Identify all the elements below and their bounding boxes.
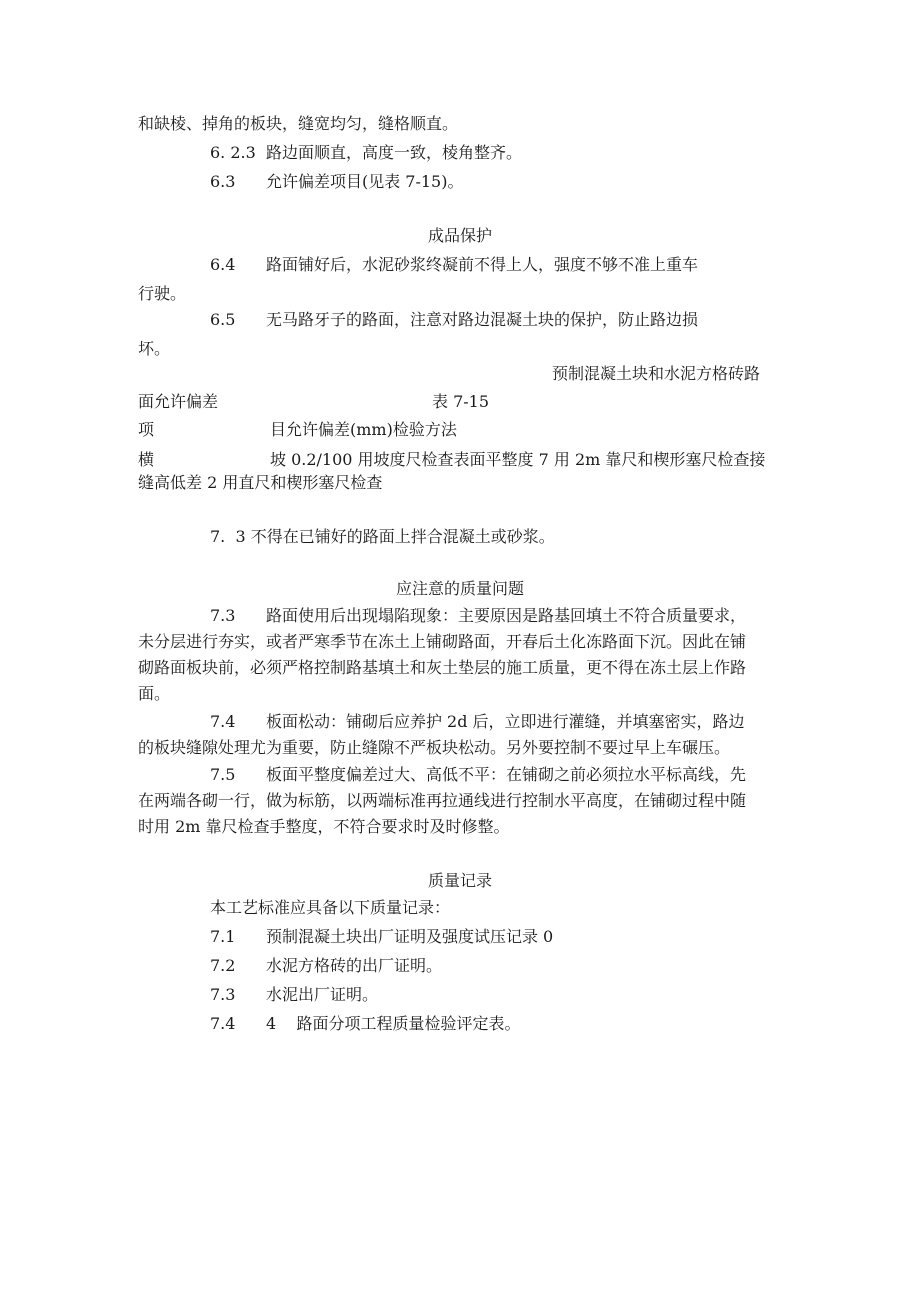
record-7-2: 7.2 水泥方格砖的出厂证明。 [210, 956, 442, 975]
clause-7-3-line3: 砌路面板块前，必须严格控制路基填土和灰土垫层的施工质量，更不得在冻土层上作路 [138, 658, 747, 677]
table-title-continuation: 面允许偏差 [138, 392, 219, 411]
clause-7-4: 7.4 板面松动：铺砌后应养护 2d 后，立即进行灌缝，并填塞密实，路边 [210, 712, 745, 731]
clause-7-3-note: 7. 3 不得在已铺好的路面上拌合混凝土或砂浆。 [210, 527, 555, 546]
clause-7-3: 7.3 路面使用后出现塌陷现象：主要原因是路基回填土不符合质量要求， [210, 606, 746, 625]
clause-6-5: 6.5 无马路牙子的路面，注意对路边混凝土块的保护，防止路边损 [210, 310, 698, 329]
clause-7-5-line3: 时用 2m 靠尺检查手整度，不符合要求时及时修整。 [138, 817, 510, 836]
clause-6-3: 6.3 允许偏差项目(见表 7-15)。 [210, 172, 464, 191]
section-heading-quality-issues: 应注意的质量问题 [395, 579, 524, 598]
text-line: 和缺棱、掉角的板块，缝宽均匀，缝格顺直。 [138, 114, 459, 133]
record-7-3: 7.3 水泥出厂证明。 [210, 985, 378, 1004]
section-heading-product-protection: 成品保护 [427, 226, 492, 245]
table-number: 表 7-15 [432, 392, 490, 411]
table-row-continuation: 缝高低差 2 用直尺和楔形塞尺检查 [138, 473, 383, 492]
table-row-values: 坡 0.2/100 用坡度尺检查表面平整度 7 用 2m 靠尺和楔形塞尺检查接 [270, 450, 766, 469]
table-header-columns: 目允许偏差(mm)检验方法 [270, 420, 457, 439]
table-title: 预制混凝土块和水泥方格砖路 [552, 364, 761, 383]
clause-6-5-continuation: 坏。 [138, 339, 171, 358]
clause-7-5: 7.5 板面平整度偏差过大、高低不平：在铺砌之前必须拉水平标高线，先 [210, 765, 746, 784]
clause-6-4: 6.4 路面铺好后，水泥砂浆终凝前不得上人，强度不够不准上重车 [210, 255, 698, 274]
clause-7-3-line2: 未分层进行夯实，或者严寒季节在冻土上铺砌路面，开春后土化冻路面下沉。因此在铺 [138, 632, 747, 651]
records-intro: 本工艺标准应具备以下质量记录： [210, 898, 451, 917]
table-header-item: 项 [138, 420, 155, 439]
record-7-4: 7.4 4 路面分项工程质量检验评定表。 [210, 1014, 521, 1033]
table-row-item: 横 [138, 450, 155, 469]
record-7-1: 7.1 预制混凝土块出厂证明及强度试压记录 0 [210, 927, 554, 946]
clause-6-4-continuation: 行驶。 [138, 284, 187, 303]
section-heading-quality-records: 质量记录 [427, 871, 492, 890]
clause-7-3-line4: 面。 [138, 684, 171, 703]
clause-7-4-line2: 的板块缝隙处理尤为重要，防止缝隙不严板块松动。另外要控制不要过早上车碾压。 [138, 738, 731, 757]
clause-6-2-3: 6. 2.3 路边面顺直，高度一致，棱角整齐。 [210, 143, 522, 162]
clause-7-5-line2: 在两端各砌一行，做为标筋，以两端标准再拉通线进行控制水平高度，在铺砌过程中随 [138, 791, 747, 810]
